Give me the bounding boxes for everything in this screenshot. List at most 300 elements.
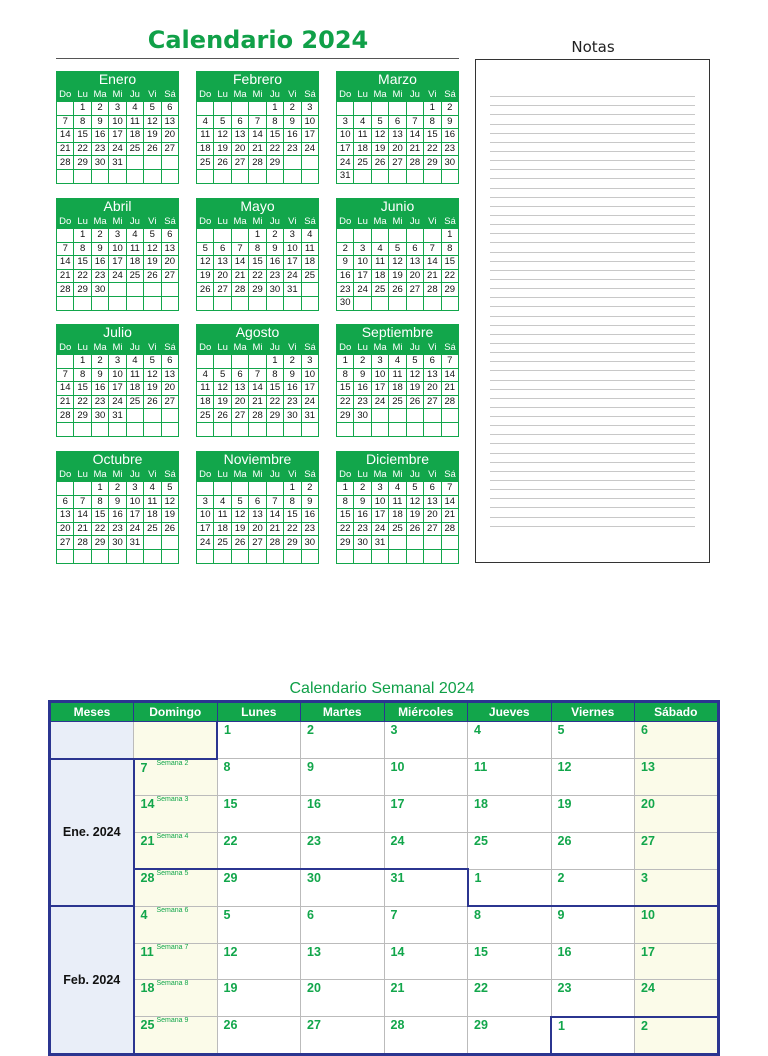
day-cell[interactable]: 15 (74, 382, 91, 396)
day-cell[interactable]: 22 (266, 142, 283, 156)
weekly-day-cell[interactable] (301, 869, 385, 906)
day-cell[interactable]: 20 (161, 382, 178, 396)
day-cell[interactable]: 20 (161, 129, 178, 143)
day-cell[interactable]: 26 (144, 395, 161, 409)
weekly-day-cell[interactable] (551, 869, 635, 906)
day-cell[interactable]: 4 (301, 229, 318, 243)
day-cell[interactable] (144, 296, 161, 310)
day-cell[interactable] (406, 102, 423, 116)
day-cell[interactable]: 12 (406, 368, 423, 382)
day-cell[interactable]: 27 (161, 395, 178, 409)
day-cell[interactable] (354, 422, 371, 436)
day-cell[interactable]: 24 (337, 156, 354, 170)
day-cell[interactable] (214, 296, 231, 310)
day-cell[interactable]: 29 (337, 409, 354, 423)
weekly-day-cell[interactable] (635, 796, 719, 833)
day-cell[interactable]: 9 (337, 256, 354, 270)
day-cell[interactable] (389, 422, 406, 436)
day-cell[interactable]: 19 (389, 269, 406, 283)
day-cell[interactable] (57, 355, 74, 369)
day-cell[interactable]: 23 (91, 395, 108, 409)
day-cell[interactable]: 26 (214, 409, 231, 423)
day-cell[interactable]: 25 (354, 156, 371, 170)
day-cell[interactable] (301, 422, 318, 436)
day-cell[interactable]: 11 (301, 242, 318, 256)
day-cell[interactable] (197, 102, 214, 116)
day-cell[interactable]: 16 (441, 129, 458, 143)
day-cell[interactable]: 20 (406, 269, 423, 283)
day-cell[interactable]: 19 (214, 142, 231, 156)
day-cell[interactable]: 6 (161, 229, 178, 243)
day-cell[interactable]: 4 (197, 115, 214, 129)
day-cell[interactable] (197, 422, 214, 436)
day-cell[interactable]: 12 (371, 129, 388, 143)
day-cell[interactable]: 9 (354, 368, 371, 382)
day-cell[interactable]: 17 (301, 382, 318, 396)
day-cell[interactable]: 28 (57, 409, 74, 423)
weekly-day-cell[interactable] (134, 869, 218, 906)
day-cell[interactable]: 14 (424, 256, 441, 270)
weekly-day-cell[interactable] (301, 759, 385, 796)
day-cell[interactable]: 7 (249, 115, 266, 129)
day-cell[interactable]: 24 (301, 142, 318, 156)
day-cell[interactable]: 12 (214, 382, 231, 396)
day-cell[interactable]: 31 (301, 409, 318, 423)
day-cell[interactable]: 19 (161, 509, 178, 523)
day-cell[interactable]: 21 (249, 142, 266, 156)
day-cell[interactable]: 4 (389, 355, 406, 369)
day-cell[interactable] (91, 422, 108, 436)
day-cell[interactable]: 8 (337, 495, 354, 509)
day-cell[interactable] (126, 422, 143, 436)
day-cell[interactable] (266, 482, 283, 496)
weekly-day-cell[interactable] (551, 1017, 635, 1055)
day-cell[interactable] (57, 549, 74, 563)
day-cell[interactable]: 23 (91, 269, 108, 283)
weekly-day-cell[interactable] (468, 796, 552, 833)
day-cell[interactable]: 29 (337, 536, 354, 550)
day-cell[interactable]: 16 (354, 382, 371, 396)
day-cell[interactable] (441, 296, 458, 310)
day-cell[interactable]: 30 (91, 156, 108, 170)
day-cell[interactable]: 7 (249, 368, 266, 382)
day-cell[interactable]: 31 (109, 156, 126, 170)
day-cell[interactable]: 21 (424, 269, 441, 283)
day-cell[interactable]: 2 (266, 229, 283, 243)
day-cell[interactable]: 4 (126, 229, 143, 243)
day-cell[interactable]: 30 (284, 409, 301, 423)
day-cell[interactable] (441, 536, 458, 550)
weekly-day-cell[interactable] (301, 1017, 385, 1055)
day-cell[interactable]: 1 (74, 355, 91, 369)
day-cell[interactable]: 20 (424, 509, 441, 523)
day-cell[interactable]: 3 (109, 355, 126, 369)
day-cell[interactable] (371, 549, 388, 563)
day-cell[interactable] (214, 102, 231, 116)
day-cell[interactable]: 3 (109, 102, 126, 116)
day-cell[interactable] (354, 169, 371, 183)
weekly-day-cell[interactable] (217, 796, 301, 833)
day-cell[interactable]: 24 (354, 283, 371, 297)
day-cell[interactable] (144, 283, 161, 297)
weekly-day-cell[interactable] (134, 722, 218, 759)
day-cell[interactable]: 12 (231, 509, 248, 523)
day-cell[interactable]: 8 (424, 115, 441, 129)
day-cell[interactable] (214, 482, 231, 496)
day-cell[interactable]: 14 (249, 382, 266, 396)
day-cell[interactable]: 5 (144, 229, 161, 243)
day-cell[interactable] (337, 229, 354, 243)
day-cell[interactable]: 10 (301, 115, 318, 129)
day-cell[interactable] (406, 422, 423, 436)
weekly-day-cell[interactable] (551, 722, 635, 759)
day-cell[interactable]: 18 (214, 522, 231, 536)
day-cell[interactable]: 30 (91, 283, 108, 297)
day-cell[interactable]: 17 (109, 129, 126, 143)
day-cell[interactable]: 30 (337, 296, 354, 310)
day-cell[interactable]: 15 (74, 129, 91, 143)
day-cell[interactable] (266, 422, 283, 436)
day-cell[interactable] (74, 296, 91, 310)
day-cell[interactable] (406, 229, 423, 243)
day-cell[interactable]: 17 (109, 382, 126, 396)
day-cell[interactable]: 23 (301, 522, 318, 536)
weekly-day-cell[interactable] (134, 906, 218, 943)
day-cell[interactable]: 17 (284, 256, 301, 270)
day-cell[interactable]: 14 (441, 368, 458, 382)
day-cell[interactable]: 1 (74, 102, 91, 116)
day-cell[interactable] (371, 422, 388, 436)
day-cell[interactable]: 24 (109, 269, 126, 283)
day-cell[interactable]: 13 (389, 129, 406, 143)
day-cell[interactable]: 17 (354, 269, 371, 283)
day-cell[interactable] (74, 549, 91, 563)
day-cell[interactable]: 27 (249, 536, 266, 550)
day-cell[interactable]: 5 (231, 495, 248, 509)
day-cell[interactable] (126, 156, 143, 170)
day-cell[interactable]: 30 (354, 409, 371, 423)
day-cell[interactable]: 5 (197, 242, 214, 256)
day-cell[interactable]: 3 (126, 482, 143, 496)
weekly-day-cell[interactable] (468, 1017, 552, 1055)
day-cell[interactable]: 8 (266, 115, 283, 129)
day-cell[interactable] (389, 536, 406, 550)
weekly-day-cell[interactable] (134, 943, 218, 980)
day-cell[interactable]: 22 (266, 395, 283, 409)
day-cell[interactable]: 4 (197, 368, 214, 382)
day-cell[interactable]: 14 (74, 509, 91, 523)
day-cell[interactable]: 28 (441, 395, 458, 409)
day-cell[interactable]: 14 (57, 129, 74, 143)
day-cell[interactable] (371, 229, 388, 243)
day-cell[interactable]: 5 (144, 355, 161, 369)
day-cell[interactable]: 22 (441, 269, 458, 283)
day-cell[interactable]: 23 (354, 522, 371, 536)
day-cell[interactable] (301, 156, 318, 170)
day-cell[interactable]: 1 (266, 355, 283, 369)
day-cell[interactable] (337, 102, 354, 116)
day-cell[interactable]: 5 (144, 102, 161, 116)
day-cell[interactable]: 24 (284, 269, 301, 283)
day-cell[interactable]: 14 (57, 382, 74, 396)
day-cell[interactable]: 9 (284, 368, 301, 382)
day-cell[interactable] (406, 169, 423, 183)
day-cell[interactable] (231, 102, 248, 116)
day-cell[interactable]: 31 (371, 536, 388, 550)
day-cell[interactable] (249, 355, 266, 369)
day-cell[interactable] (197, 169, 214, 183)
weekly-day-cell[interactable] (217, 869, 301, 906)
day-cell[interactable]: 6 (231, 115, 248, 129)
day-cell[interactable]: 6 (424, 355, 441, 369)
day-cell[interactable] (249, 422, 266, 436)
day-cell[interactable] (109, 296, 126, 310)
day-cell[interactable]: 14 (57, 256, 74, 270)
day-cell[interactable]: 18 (126, 256, 143, 270)
weekly-day-cell[interactable] (384, 980, 468, 1017)
day-cell[interactable]: 10 (284, 242, 301, 256)
weekly-day-cell[interactable] (301, 832, 385, 869)
weekly-day-cell[interactable] (468, 759, 552, 796)
day-cell[interactable] (231, 229, 248, 243)
day-cell[interactable]: 11 (126, 242, 143, 256)
day-cell[interactable] (371, 102, 388, 116)
day-cell[interactable]: 11 (197, 382, 214, 396)
day-cell[interactable]: 2 (91, 102, 108, 116)
day-cell[interactable]: 29 (74, 283, 91, 297)
day-cell[interactable] (424, 296, 441, 310)
day-cell[interactable] (126, 409, 143, 423)
day-cell[interactable] (371, 409, 388, 423)
day-cell[interactable] (126, 296, 143, 310)
day-cell[interactable] (424, 549, 441, 563)
day-cell[interactable]: 18 (389, 509, 406, 523)
weekly-day-cell[interactable] (551, 906, 635, 943)
day-cell[interactable] (424, 169, 441, 183)
day-cell[interactable]: 17 (109, 256, 126, 270)
day-cell[interactable]: 13 (231, 382, 248, 396)
day-cell[interactable]: 16 (109, 509, 126, 523)
day-cell[interactable]: 1 (424, 102, 441, 116)
day-cell[interactable]: 25 (389, 395, 406, 409)
day-cell[interactable] (424, 409, 441, 423)
day-cell[interactable] (144, 156, 161, 170)
day-cell[interactable]: 10 (354, 256, 371, 270)
day-cell[interactable]: 29 (284, 536, 301, 550)
day-cell[interactable]: 9 (266, 242, 283, 256)
day-cell[interactable]: 6 (161, 355, 178, 369)
day-cell[interactable]: 7 (441, 355, 458, 369)
day-cell[interactable]: 3 (301, 355, 318, 369)
day-cell[interactable]: 1 (337, 355, 354, 369)
day-cell[interactable] (337, 422, 354, 436)
day-cell[interactable] (197, 549, 214, 563)
day-cell[interactable]: 29 (74, 156, 91, 170)
day-cell[interactable]: 25 (126, 269, 143, 283)
day-cell[interactable]: 30 (301, 536, 318, 550)
day-cell[interactable]: 22 (91, 522, 108, 536)
day-cell[interactable] (144, 549, 161, 563)
day-cell[interactable]: 27 (424, 522, 441, 536)
day-cell[interactable]: 26 (144, 142, 161, 156)
day-cell[interactable]: 12 (161, 495, 178, 509)
day-cell[interactable]: 17 (301, 129, 318, 143)
day-cell[interactable] (214, 355, 231, 369)
day-cell[interactable]: 26 (197, 283, 214, 297)
day-cell[interactable] (126, 549, 143, 563)
day-cell[interactable] (91, 549, 108, 563)
day-cell[interactable]: 28 (57, 283, 74, 297)
day-cell[interactable] (441, 409, 458, 423)
weekly-day-cell[interactable] (301, 980, 385, 1017)
day-cell[interactable] (109, 169, 126, 183)
day-cell[interactable]: 6 (249, 495, 266, 509)
day-cell[interactable]: 18 (126, 382, 143, 396)
day-cell[interactable]: 26 (389, 283, 406, 297)
day-cell[interactable]: 15 (337, 382, 354, 396)
day-cell[interactable]: 13 (161, 242, 178, 256)
weekly-day-cell[interactable] (551, 796, 635, 833)
day-cell[interactable]: 26 (214, 156, 231, 170)
day-cell[interactable]: 12 (214, 129, 231, 143)
day-cell[interactable]: 12 (144, 368, 161, 382)
day-cell[interactable]: 20 (424, 382, 441, 396)
day-cell[interactable]: 4 (354, 115, 371, 129)
day-cell[interactable]: 15 (91, 509, 108, 523)
day-cell[interactable]: 9 (284, 115, 301, 129)
day-cell[interactable]: 5 (371, 115, 388, 129)
day-cell[interactable]: 13 (406, 256, 423, 270)
day-cell[interactable]: 24 (109, 142, 126, 156)
day-cell[interactable]: 17 (371, 382, 388, 396)
day-cell[interactable]: 5 (406, 482, 423, 496)
day-cell[interactable]: 2 (354, 482, 371, 496)
day-cell[interactable]: 12 (144, 242, 161, 256)
day-cell[interactable]: 22 (74, 142, 91, 156)
day-cell[interactable]: 2 (91, 355, 108, 369)
day-cell[interactable]: 29 (91, 536, 108, 550)
day-cell[interactable]: 11 (214, 509, 231, 523)
weekly-day-cell[interactable] (468, 869, 552, 906)
day-cell[interactable]: 31 (284, 283, 301, 297)
day-cell[interactable]: 27 (231, 156, 248, 170)
weekly-day-cell[interactable] (384, 796, 468, 833)
day-cell[interactable] (354, 229, 371, 243)
day-cell[interactable] (91, 169, 108, 183)
day-cell[interactable]: 22 (284, 522, 301, 536)
day-cell[interactable]: 8 (74, 115, 91, 129)
day-cell[interactable]: 30 (441, 156, 458, 170)
day-cell[interactable] (57, 482, 74, 496)
day-cell[interactable]: 25 (371, 283, 388, 297)
day-cell[interactable] (424, 422, 441, 436)
day-cell[interactable]: 15 (424, 129, 441, 143)
day-cell[interactable]: 21 (57, 395, 74, 409)
day-cell[interactable] (57, 296, 74, 310)
day-cell[interactable]: 5 (389, 242, 406, 256)
weekly-day-cell[interactable] (301, 722, 385, 759)
day-cell[interactable]: 15 (249, 256, 266, 270)
day-cell[interactable]: 25 (197, 156, 214, 170)
weekly-day-cell[interactable] (635, 943, 719, 980)
day-cell[interactable] (337, 549, 354, 563)
day-cell[interactable]: 24 (371, 395, 388, 409)
day-cell[interactable]: 16 (91, 256, 108, 270)
day-cell[interactable]: 15 (266, 129, 283, 143)
day-cell[interactable] (284, 156, 301, 170)
day-cell[interactable]: 12 (389, 256, 406, 270)
day-cell[interactable]: 18 (197, 142, 214, 156)
day-cell[interactable]: 19 (144, 256, 161, 270)
day-cell[interactable] (74, 422, 91, 436)
weekly-day-cell[interactable] (468, 943, 552, 980)
day-cell[interactable]: 18 (354, 142, 371, 156)
day-cell[interactable]: 10 (337, 129, 354, 143)
day-cell[interactable] (144, 409, 161, 423)
weekly-day-cell[interactable] (217, 980, 301, 1017)
day-cell[interactable]: 9 (91, 242, 108, 256)
day-cell[interactable] (57, 422, 74, 436)
day-cell[interactable]: 1 (74, 229, 91, 243)
day-cell[interactable]: 3 (337, 115, 354, 129)
day-cell[interactable]: 4 (389, 482, 406, 496)
day-cell[interactable]: 26 (161, 522, 178, 536)
day-cell[interactable]: 10 (371, 495, 388, 509)
day-cell[interactable] (57, 169, 74, 183)
day-cell[interactable]: 6 (161, 102, 178, 116)
day-cell[interactable]: 19 (144, 129, 161, 143)
day-cell[interactable]: 15 (337, 509, 354, 523)
day-cell[interactable] (354, 102, 371, 116)
day-cell[interactable] (284, 549, 301, 563)
day-cell[interactable]: 10 (109, 242, 126, 256)
day-cell[interactable]: 25 (389, 522, 406, 536)
day-cell[interactable]: 7 (441, 482, 458, 496)
day-cell[interactable]: 21 (57, 142, 74, 156)
day-cell[interactable]: 14 (406, 129, 423, 143)
day-cell[interactable]: 16 (301, 509, 318, 523)
day-cell[interactable]: 28 (249, 409, 266, 423)
weekly-day-cell[interactable] (217, 906, 301, 943)
day-cell[interactable] (91, 296, 108, 310)
day-cell[interactable]: 15 (74, 256, 91, 270)
day-cell[interactable]: 27 (231, 409, 248, 423)
weekly-day-cell[interactable] (635, 906, 719, 943)
day-cell[interactable]: 29 (266, 409, 283, 423)
day-cell[interactable]: 20 (231, 395, 248, 409)
day-cell[interactable]: 26 (371, 156, 388, 170)
day-cell[interactable]: 18 (371, 269, 388, 283)
day-cell[interactable]: 26 (406, 522, 423, 536)
day-cell[interactable] (249, 296, 266, 310)
day-cell[interactable]: 19 (371, 142, 388, 156)
day-cell[interactable] (301, 549, 318, 563)
day-cell[interactable]: 30 (91, 409, 108, 423)
day-cell[interactable]: 9 (91, 368, 108, 382)
day-cell[interactable]: 16 (337, 269, 354, 283)
day-cell[interactable]: 28 (266, 536, 283, 550)
day-cell[interactable]: 24 (371, 522, 388, 536)
day-cell[interactable]: 6 (424, 482, 441, 496)
day-cell[interactable] (161, 169, 178, 183)
day-cell[interactable]: 23 (441, 142, 458, 156)
weekly-day-cell[interactable] (635, 869, 719, 906)
day-cell[interactable]: 20 (389, 142, 406, 156)
day-cell[interactable]: 7 (57, 115, 74, 129)
weekly-day-cell[interactable] (551, 943, 635, 980)
day-cell[interactable] (144, 422, 161, 436)
day-cell[interactable]: 19 (214, 395, 231, 409)
